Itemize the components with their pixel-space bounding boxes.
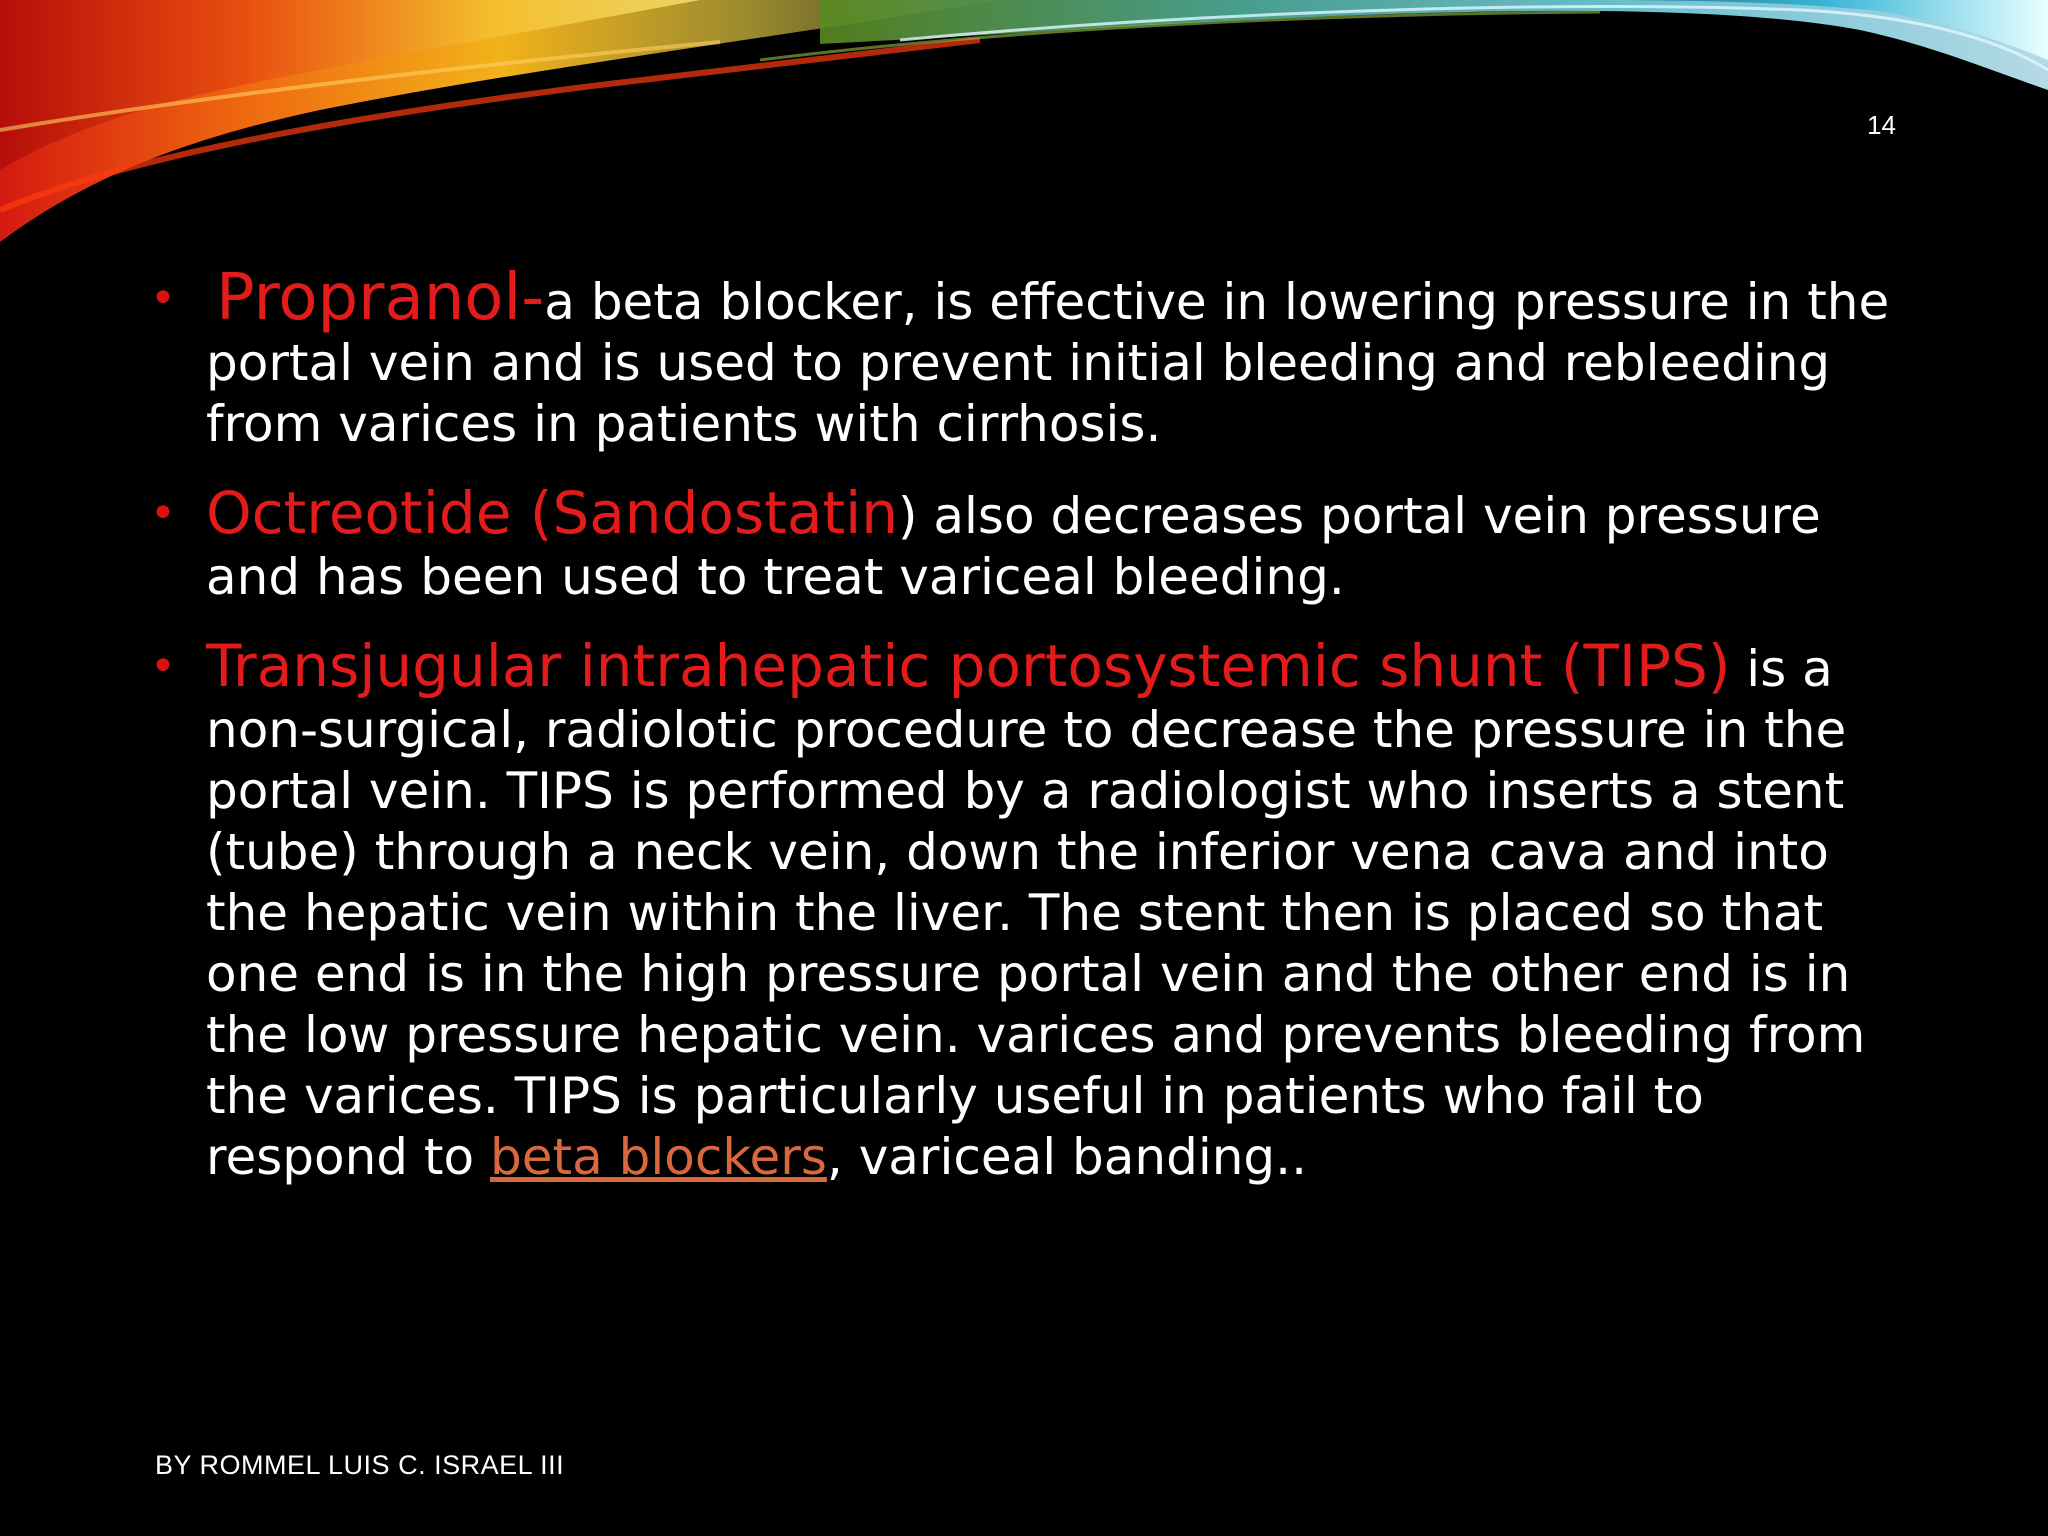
bullet-propranol xyxy=(150,261,1890,455)
bullet-octreotide xyxy=(150,479,1890,608)
decorative-swoosh-banner xyxy=(0,0,2048,260)
term-octreotide: Octreotide (Sandostatin xyxy=(206,479,898,547)
term-tips: Transjugular intrahepatic portosystemic shunt (TIPS) xyxy=(206,632,1731,700)
slide-number: 14 xyxy=(1867,110,1896,140)
term-propranol: Propranol- xyxy=(216,261,545,335)
description-tips-end: , variceal banding.. xyxy=(826,1128,1307,1186)
bullet-icon: • xyxy=(150,488,176,539)
bullet-icon: • xyxy=(150,641,176,692)
bullet-icon: • xyxy=(150,273,176,324)
description-octreotide: ) also decreases portal vein pressure and has been used to treat variceal bleeding. xyxy=(206,487,1821,606)
bullet-tips xyxy=(150,632,1890,1188)
description-propranol: a beta blocker, is effective in lowering pressure in the portal vein and is used to prevent initial bleeding and rebleeding from varices in patients with cirrhosis. xyxy=(206,273,1890,453)
beta-blockers-link[interactable]: beta blockers xyxy=(490,1128,827,1186)
bullet-list xyxy=(150,261,1890,1216)
description-tips: is a non-surgical, radiolotic procedure to decrease the pressure in the portal vein. TIPS is performed by a radiologist who inserts a stent (tube) through a neck vein, down the inferior vena cava and into the hepatic vein within the liver. The stent then is placed so that one end is in the high pressure portal vein and the other end is in the low pressure hepatic vein. varices and prevents bleeding from the varices. TIPS is particularly useful in patients who fail to respond to xyxy=(206,640,1866,1186)
author-footer: BY ROMMEL LUIS C. ISRAEL III xyxy=(155,1450,565,1480)
